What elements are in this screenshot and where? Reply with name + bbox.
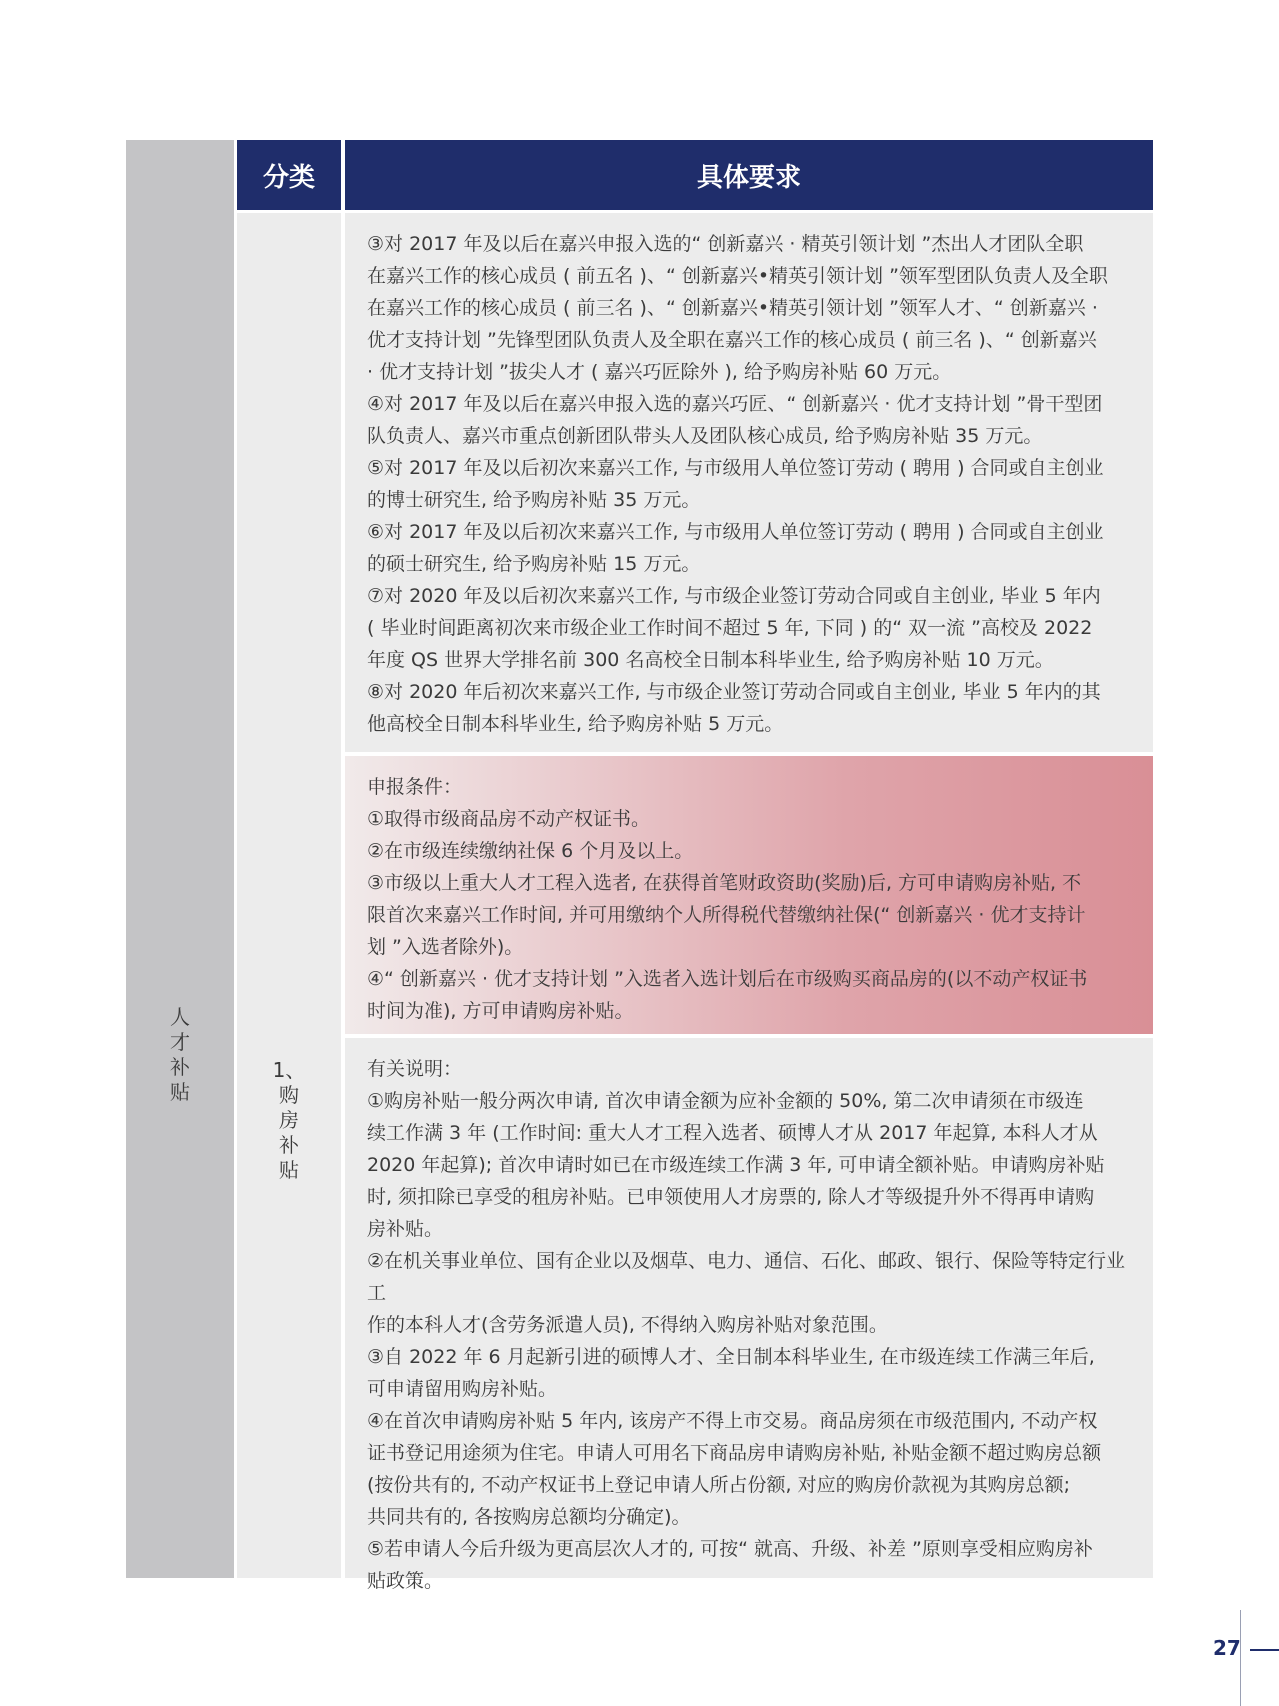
text-line: ⑤若申请人今后升级为更高层次人才的, 可按“ 就高、升级、补差 ”原则享受相应购房补 bbox=[367, 1538, 1093, 1560]
header-category bbox=[237, 140, 341, 210]
text-line: ②在市级连续缴纳社保 6 个月及以上。 bbox=[367, 840, 694, 862]
subsidy-amounts-block bbox=[345, 213, 1153, 752]
text-line: (按份共有的, 不动产权证书上登记申请人所占份额, 对应的购房价款视为其购房总额; bbox=[367, 1474, 1070, 1496]
side-label-char: 贴 bbox=[170, 1080, 190, 1104]
text-line: 划 ”入选者除外)。 bbox=[367, 936, 524, 958]
text-line: ②在机关事业单位、国有企业以及烟草、电力、通信、石化、邮政、银行、保险等特定行业工 bbox=[367, 1250, 1126, 1304]
side-category-column bbox=[126, 140, 234, 1578]
text-line: 时, 须扣除已享受的租房补贴。已申领使用人才房票的, 除人才等级提升外不得再申请购 bbox=[367, 1186, 1095, 1208]
text-line: ⑤对 2017 年及以后初次来嘉兴工作, 与市级用人单位签订劳动 ( 聘用 ) 合同或自主创业 bbox=[367, 457, 1104, 479]
category-label-char: 购 bbox=[279, 1083, 299, 1107]
text-line: ⑥对 2017 年及以后初次来嘉兴工作, 与市级用人单位签订劳动 ( 聘用 ) 合同或自主创业 bbox=[367, 521, 1104, 543]
text-line: ③对 2017 年及以后在嘉兴申报入选的“ 创新嘉兴 · 精英引领计划 ”杰出人才团队全职 bbox=[367, 233, 1084, 255]
text-line: 续工作满 3 年 (工作时间: 重大人才工程入选者、硕博人才从 2017 年起算, 本科人才从 bbox=[367, 1122, 1098, 1144]
text-line: 共同共有的, 各按购房总额均分确定)。 bbox=[367, 1506, 691, 1528]
text-line: 的硕士研究生, 给予购房补贴 15 万元。 bbox=[367, 553, 701, 575]
text-line: ⑧对 2020 年后初次来嘉兴工作, 与市级企业签订劳动合同或自主创业, 毕业 5 年内的其 bbox=[367, 681, 1101, 703]
text-line: 优才支持计划 ”先锋型团队负责人及全职在嘉兴工作的核心成员 ( 前三名 )、“ 创新嘉兴 bbox=[367, 329, 1097, 351]
side-category-label bbox=[126, 1005, 234, 1105]
header-requirement bbox=[345, 140, 1153, 210]
page-number-rule bbox=[1250, 1649, 1279, 1651]
category-label-char: 1、 bbox=[272, 1058, 306, 1082]
text-line: 年度 QS 世界大学排名前 300 名高校全日制本科毕业生, 给予购房补贴 10 万元。 bbox=[367, 649, 1054, 671]
category-label bbox=[237, 1058, 341, 1183]
application-conditions-block bbox=[345, 756, 1153, 1034]
text-line: ③自 2022 年 6 月起新引进的硕博人才、全日制本科毕业生, 在市级连续工作满三年后, bbox=[367, 1346, 1095, 1368]
text-line: 的博士研究生, 给予购房补贴 35 万元。 bbox=[367, 489, 701, 511]
category-label-char: 房 bbox=[279, 1108, 299, 1132]
category-label-char: 补 bbox=[279, 1133, 299, 1157]
text-line: ( 毕业时间距离初次来市级企业工作时间不超过 5 年, 下同 ) 的“ 双一流 ”高校及 2022 bbox=[367, 617, 1093, 639]
text-line: 有关说明： bbox=[367, 1058, 463, 1080]
text-line: 限首次来嘉兴工作时间, 并可用缴纳个人所得税代替缴纳社保(“ 创新嘉兴 · 优才支持计 bbox=[367, 904, 1086, 926]
text-line: 2020 年起算); 首次申请时如已在市级连续工作满 3 年, 可申请全额补贴。申请购房补贴 bbox=[367, 1154, 1105, 1176]
text-line: 时间为准), 方可申请购房补贴。 bbox=[367, 1000, 634, 1022]
text-line: ④在首次申请购房补贴 5 年内, 该房产不得上市交易。商品房须在市级范围内, 不动产权 bbox=[367, 1410, 1098, 1432]
text-line: ③市级以上重大人才工程入选者, 在获得首笔财政资助(奖励)后, 方可申请购房补贴, 不 bbox=[367, 872, 1082, 894]
text-line: ④“ 创新嘉兴 · 优才支持计划 ”入选者入选计划后在市级购买商品房的(以不动产权证书 bbox=[367, 968, 1088, 990]
text-line: 证书登记用途须为住宅。申请人可用名下商品房申请购房补贴, 补贴金额不超过购房总额 bbox=[367, 1442, 1102, 1464]
text-line: ⑦对 2020 年及以后初次来嘉兴工作, 与市级企业签订劳动合同或自主创业, 毕业 5 年内 bbox=[367, 585, 1101, 607]
text-line: 他高校全日制本科毕业生, 给予购房补贴 5 万元。 bbox=[367, 713, 784, 735]
text-line: 贴政策。 bbox=[367, 1570, 444, 1592]
header-requirement-text: 具体要求 bbox=[696, 162, 801, 193]
text-line: · 优才支持计划 ”拔尖人才 ( 嘉兴巧匠除外 ), 给予购房补贴 60 万元。 bbox=[367, 361, 952, 383]
text-line: 申报条件： bbox=[367, 776, 463, 798]
text-line: 在嘉兴工作的核心成员 ( 前五名 )、“ 创新嘉兴•精英引领计划 ”领军型团队负责人及全职 bbox=[367, 265, 1108, 287]
page-number: 27 bbox=[1213, 1636, 1241, 1660]
text-line: 房补贴。 bbox=[367, 1218, 444, 1240]
text-line: ①取得市级商品房不动产权证书。 bbox=[367, 808, 651, 830]
side-label-char: 才 bbox=[170, 1030, 190, 1054]
text-line: 可申请留用购房补贴。 bbox=[367, 1378, 558, 1400]
related-notes-block bbox=[345, 1038, 1153, 1592]
text-line: ④对 2017 年及以后在嘉兴申报入选的嘉兴巧匠、“ 创新嘉兴 · 优才支持计划 ”骨干型团 bbox=[367, 393, 1103, 415]
category-column bbox=[237, 213, 341, 1578]
text-line: 作的本科人才(含劳务派遣人员), 不得纳入购房补贴对象范围。 bbox=[367, 1314, 888, 1336]
category-label-char: 贴 bbox=[279, 1158, 299, 1182]
text-line: 队负责人、嘉兴市重点创新团队带头人及团队核心成员, 给予购房补贴 35 万元。 bbox=[367, 425, 1043, 447]
side-label-char: 人 bbox=[170, 1005, 190, 1029]
side-label-char: 补 bbox=[170, 1055, 190, 1079]
header-category-text: 分类 bbox=[262, 162, 315, 193]
text-line: 在嘉兴工作的核心成员 ( 前三名 )、“ 创新嘉兴•精英引领计划 ”领军人才、“ 创新嘉兴 · bbox=[367, 297, 1098, 319]
text-line: ①购房补贴一般分两次申请, 首次申请金额为应补金额的 50%, 第二次申请须在市级连 bbox=[367, 1090, 1084, 1112]
